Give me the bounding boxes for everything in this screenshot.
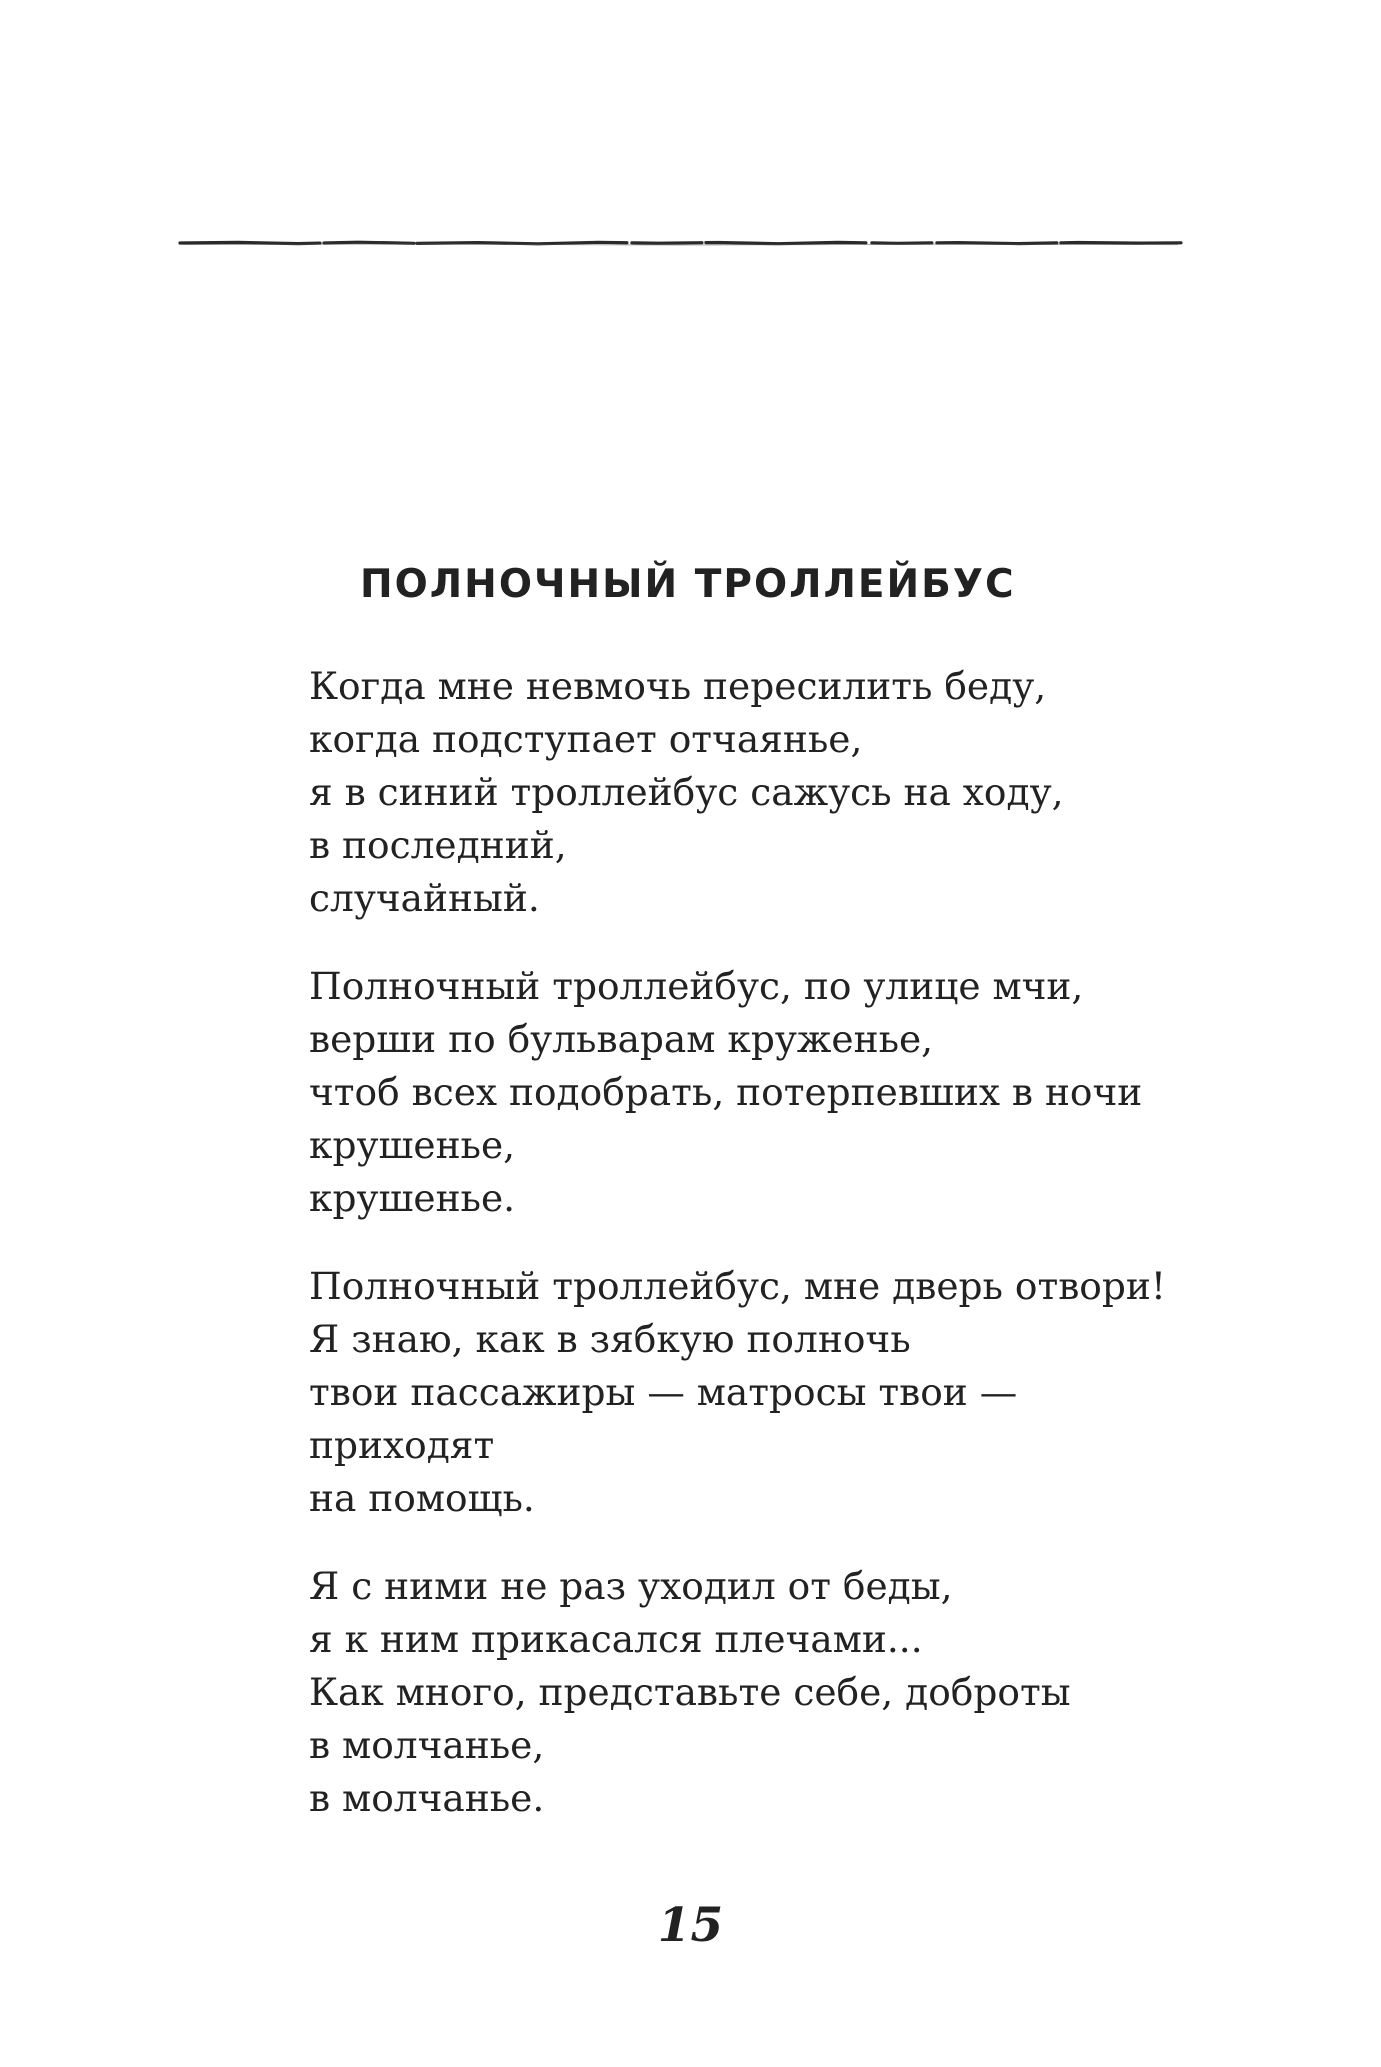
poem-line: крушенье,	[309, 1123, 516, 1167]
poem-title: ПОЛНОЧНЫЙ ТРОЛЛЕЙБУС	[360, 562, 1016, 607]
decorative-rule	[178, 236, 1183, 250]
poem-line: приходят	[309, 1423, 495, 1467]
poem-line: Я знаю, как в зябкую полночь	[309, 1317, 911, 1361]
stanza	[309, 1560, 1169, 1825]
poem-body	[309, 660, 1169, 1860]
poem-line: верши по бульварам круженье,	[309, 1017, 934, 1061]
poem-line: Когда мне невмочь пересилить беду,	[309, 664, 1047, 708]
poem-line: на помощь.	[309, 1476, 535, 1520]
poem-line: Как много, представьте себе, доброты	[309, 1670, 1071, 1714]
poem-line: в молчанье.	[309, 1776, 545, 1820]
poem-line: когда подступает отчаянье,	[309, 717, 863, 761]
poem-line: Полночный троллейбус, по улице мчи,	[309, 964, 1084, 1008]
poem-line: в молчанье,	[309, 1723, 545, 1767]
stanza	[309, 1260, 1169, 1525]
stanza	[309, 960, 1169, 1225]
page-number: 15	[657, 1898, 724, 1953]
poem-line: Я с ними не раз уходил от беды,	[309, 1564, 953, 1608]
poem-line: я в синий троллейбус сажусь на ходу,	[309, 770, 1064, 814]
stanza	[309, 660, 1169, 925]
poem-line: в последний,	[309, 823, 567, 867]
poem-line: твои пассажиры — матросы твои —	[309, 1370, 1018, 1414]
poem-line: случайный.	[309, 876, 540, 920]
poem-line: Полночный троллейбус, мне дверь отвори!	[309, 1264, 1166, 1308]
poem-line: я к ним прикасался плечами...	[309, 1617, 923, 1661]
poem-line: чтоб всех подобрать, потерпевших в ночи	[309, 1070, 1143, 1114]
poem-line: крушенье.	[309, 1176, 516, 1220]
